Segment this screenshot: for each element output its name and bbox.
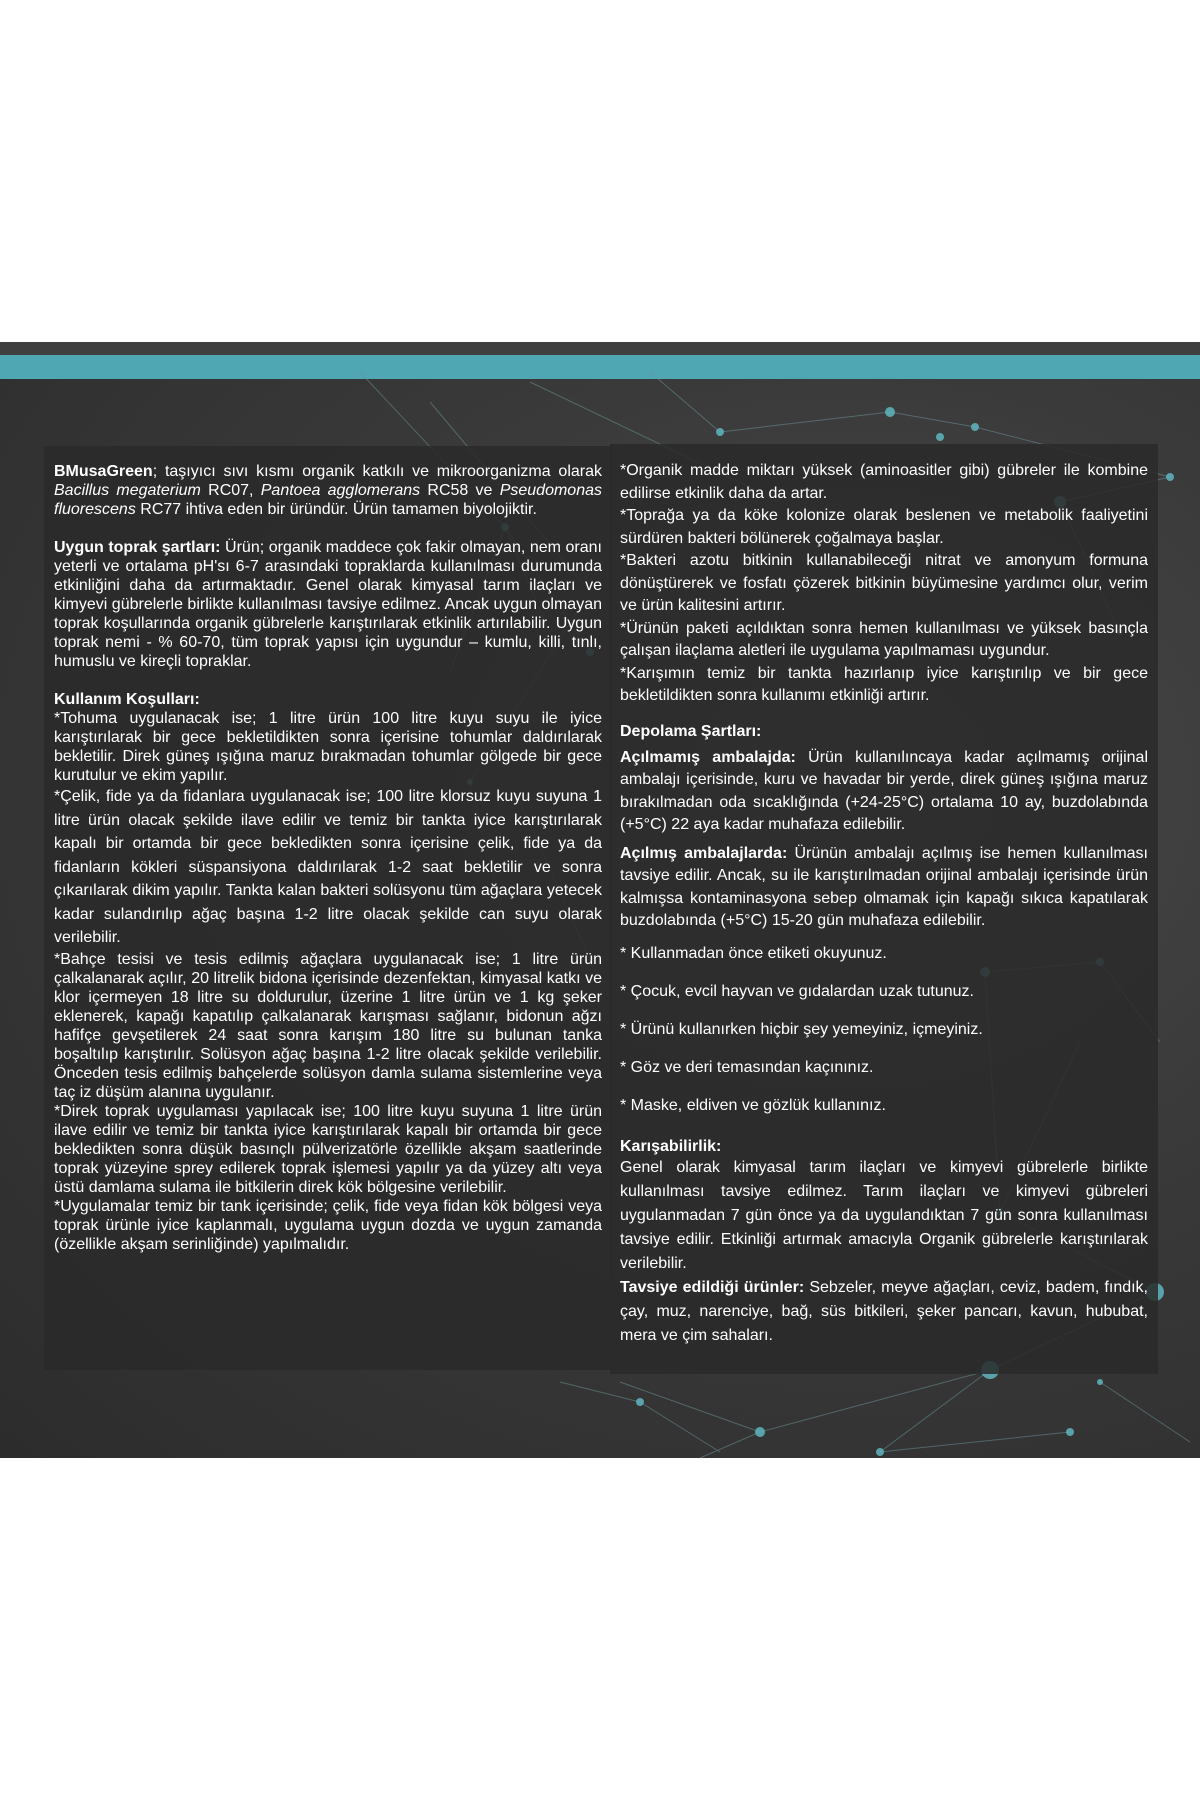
- right-text-box: [610, 444, 1158, 1374]
- note-item: *Toprağa ya da köke kolonize olarak beslenen ve metabolik faaliyetini sürdüren bakteri bölünerek çoğalmaya başlar.: [620, 507, 1148, 547]
- warning-item: * Göz ve deri temasından kaçınınız.: [620, 1058, 874, 1076]
- warning-item: * Ürünü kullanırken hiçbir şey yemeyiniz, içmeyiniz.: [620, 1020, 983, 1038]
- usage-cuttings: *Çelik, fide ya da fidanlara uygulanacak ise; 100 litre klorsuz kuyu suyuna 1 litre ürün olacak şekilde ilave edilir ve temiz bir tankta iyice karıştırılarak kapalı bir ortamda bir gece bekledikten sonra içerisine çelik, fide ya da fidanların kökleri süspansiyona daldırılarak 1-2 saat bekletilir ve sonra çıkarılarak dikim yapılır. Tankta kalan bakteri solüsyonu tüm ağaçlara yetecek kadar sulandırılıp ağaç başına 1-2 litre olacak şekilde can suyu olarak verilebilir.: [54, 788, 602, 946]
- soil-conditions-paragraph: Uygun toprak şartları: Ürün; organik maddece çok fakir olmayan, nem oranı yeterli ve ortalama pH'sı 6-7 arasındaki topraklarda kullanılması durumunda etkinliğini daha da artırmaktadır. Genel olarak kimyasal tarım ilaçları ve kimyevi gübrelerle birlikte kullanılması tavsiye edilmez. Ancak uygun olmayan toprak koşullarında organik gübrelerle karıştırılarak etkinlik artırılabilir. Uygun toprak nemi - % 60-70, tüm toprak yapısı için uygundur – kumlu, killi, tınlı, humuslu ve kireçli topraklar.: [54, 539, 602, 670]
- products-paragraph: Tavsiye edildiği ürünler: Sebzeler, meyve ağaçları, ceviz, badem, fındık, çay, muz, narenciye, bağ, süs bitkileri, şeker pancarı, kavun, hububat, mera ve çim sahaları.: [620, 1278, 1149, 1344]
- usage-heading: Kullanım Koşulları:: [54, 691, 200, 708]
- note-item: *Karışımın temiz bir tankta hazırlanıp iyice karıştırılıp ve bir gece bekletildikten sonra kullanımı etkinliği artırır.: [620, 664, 1148, 704]
- warning-item: * Maske, eldiven ve gözlük kullanınız.: [620, 1096, 886, 1114]
- species-bacillus: Bacillus megaterium: [54, 482, 201, 499]
- note-item: *Organik madde miktarı yüksek (aminoasitler gibi) gübreler ile kombine edilirse etkinlik daha da artar.: [620, 462, 1148, 502]
- soil-conditions-heading: Uygun toprak şartları:: [54, 539, 221, 556]
- left-text-box: [44, 446, 612, 1370]
- brand-name: BMusaGreen: [54, 463, 153, 480]
- warning-item: * Çocuk, evcil hayvan ve gıdalardan uzak tutunuz.: [620, 982, 974, 1000]
- note-item: *Ürünün paketi açıldıktan sonra hemen kullanılması ve yüksek basınçla çalışan ilaçlama aletleri ile uygulama yapılmaması uygundur.: [620, 619, 1148, 659]
- usage-soil: *Direk toprak uygulaması yapılacak ise; 100 litre kuyu suyuna 1 litre ürün ilave edilir ve temiz bir tankta iyice karıştırılarak kapalı bir ortamda bir gece bekledikten sonra düşük basınçlı pülverizatörle özellikle akşam saatlerinde toprak yüzeyine sprey edilerek toprak işlemesi yapılır ya da yüzey altı veya üstü damlama sulama ile bitkilerin direk kök bölgesine verilebilir.: [54, 1102, 602, 1196]
- species-pantoea: Pantoea agglomerans: [260, 482, 421, 499]
- storage-heading: Depolama Şartları:: [620, 722, 762, 740]
- usage-orchard: *Bahçe tesisi ve tesis edilmiş ağaçlara uygulanacak ise; 1 litre ürün çalkalanarak açılır, 20 litrelik bidona içerisinde dezenfektan, kimyasal katkı ve klor içermeyen 18 litre su doldurulur, üzerine 1 litre ürün ve 1 kg şeker eklenerek, kapağı kapatılıp çalkalanarak karışması sağlanır, bidonun ağzı hafifçe gevşetilerek 24 saat sonra karışım 180 litre su bulunan tanka boşaltılıp karıştırılır. Solüsyon ağaç başına 1-2 litre olacak şekilde verilebilir. Önceden tesis edilmiş bahçelerde solüsyon damla sulama sistemlerine veya taç iz düşüm alanına uygulanır.: [54, 950, 602, 1101]
- species-pseudomonas: Pseudomonas fluorescens: [54, 482, 602, 518]
- usage-seed: *Tohuma uygulanacak ise; 1 litre ürün 100 litre kuyu suyu ile iyice karıştırılarak bir gece bekletildikten sonra içerisine tohumlar daldırılarak bekletilir. Direk güneş ışığına maruz bırakmadan tohumlar gölgede bir gece kurutulur ve ekim yapılır.: [54, 710, 602, 784]
- compat-heading: Karışabilirlik:: [620, 1137, 722, 1155]
- products-heading: Tavsiye edildiği ürünler:: [620, 1278, 805, 1296]
- storage-opened: Açılmış ambalajlarda: Ürünün ambalajı açılmış ise hemen kullanılması tavsiye edilir. Ancak, su ile karıştırılmadan orijinal ambalajı içerisinde ürün kalmışsa kontaminasyona sebep olmamak için kapağı sıkıca kapatılarak buzdolabında (+5°C) 15-20 gün muhafaza edilebilir.: [620, 844, 1148, 929]
- note-item: *Bakteri azotu bitkinin kullanabileceği nitrat ve amonyum formuna dönüştürerek ve fosfatı çözerek bitkinin büyümesine yardımcı olur, verim ve ürün kalitesini artırır.: [620, 552, 1148, 614]
- storage-unopened: Açılmamış ambalajda: Ürün kullanılıncaya kadar açılmamış orijinal ambalajı içerisinde, kuru ve havadar bir yerde, direk güneş ışığına maruz bırakılmadan oda sıcaklığında (+24-25°C) ortalama 10 ay, buzdolabında (+5°C) 22 aya kadar muhafaza edilebilir.: [620, 748, 1148, 833]
- warning-item: * Kullanmadan önce etiketi okuyunuz.: [620, 944, 887, 962]
- background-panel: [0, 342, 1200, 1458]
- compat-text: Genel olarak kimyasal tarım ilaçları ve kimyevi gübrelerle birlikte kullanılması tavsiye edilmez. Tarım ilaçları ve kimyevi gübreleri uygulanmadan 7 gün önce ya da uygulandıktan 7 gün sonra kullanılması tavsiye edilir. Etkinliği artırmak amacıyla Organik gübrelerle karıştırılarak verilebilir.: [620, 1158, 1148, 1272]
- usage-general: *Uygulamalar temiz bir tank içerisinde; çelik, fide veya fidan kök bölgesi veya toprak ürünle iyice kaplanmalı, uygulama uygun dozda ve uygun zamanda (özellikle akşam serinliğinde) yapılmalıdır.: [54, 1197, 602, 1253]
- intro-paragraph: BMusaGreen; taşıyıcı sıvı kısmı organik katkılı ve mikroorganizma olarak Bacillus megaterium RC07, Pantoea agglomerans RC58 ve Pseudomonas fluorescens RC77 ihtiva eden bir üründür. Ürün tamamen biyolojiktir.: [54, 463, 602, 518]
